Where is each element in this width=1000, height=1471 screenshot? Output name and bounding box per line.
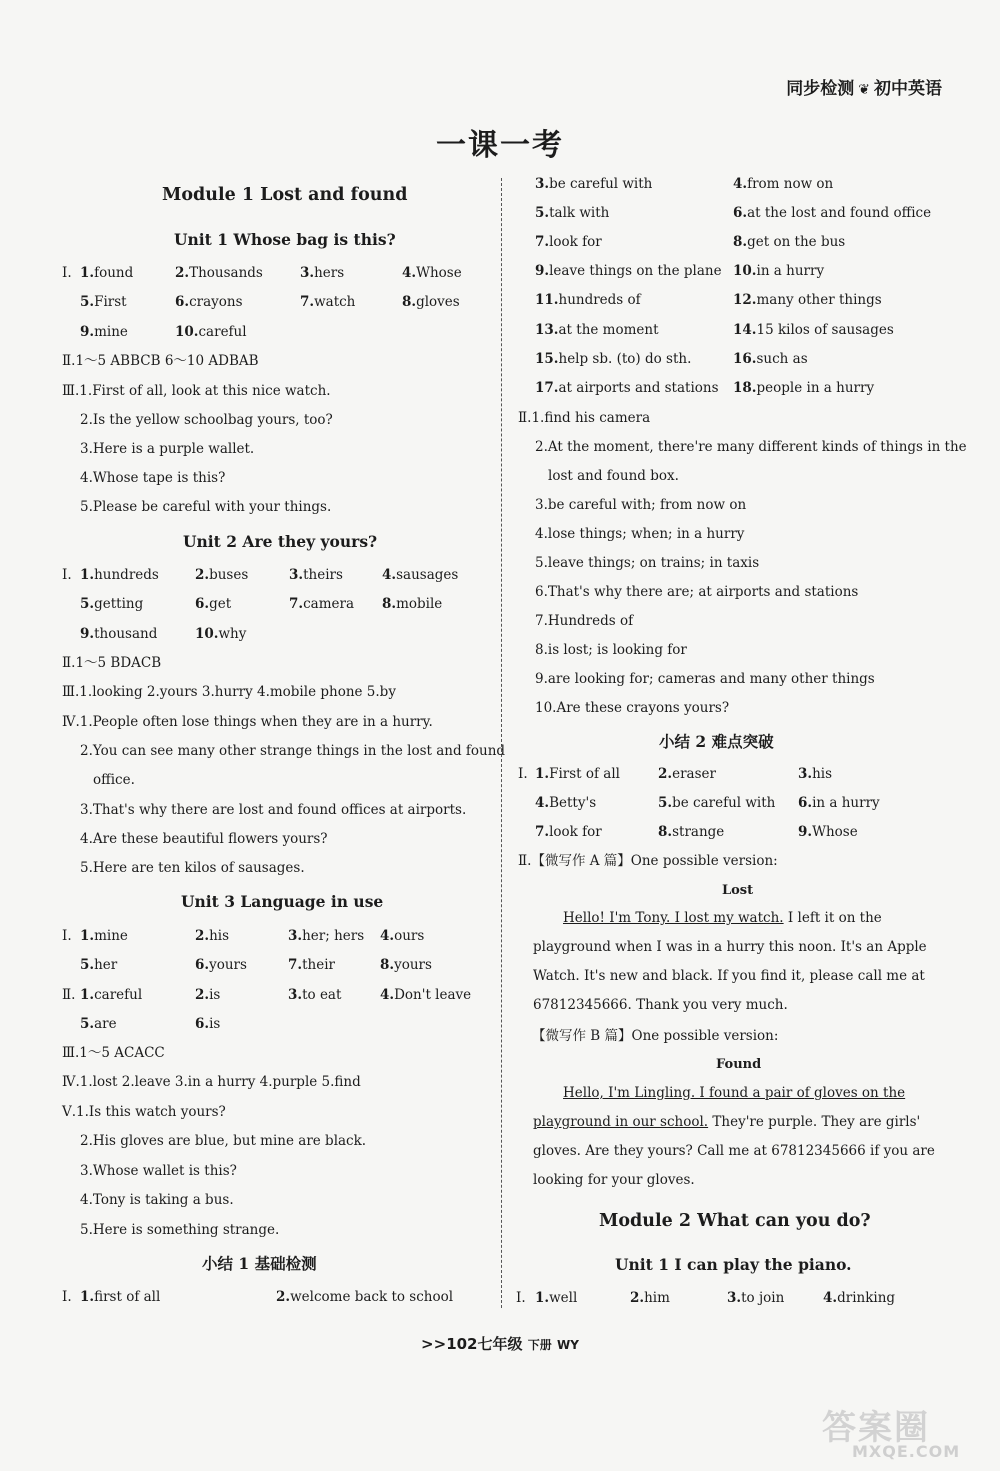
item-number: 2. xyxy=(630,1290,645,1306)
item-answer: 15 kilos of sausages xyxy=(756,322,894,338)
item-number: 8. xyxy=(380,957,395,973)
watermark-logo xyxy=(812,1398,992,1466)
item-answer: why xyxy=(218,626,247,642)
grade: 七年级 xyxy=(477,1335,523,1353)
answer-item xyxy=(80,323,128,341)
item-number: 3. xyxy=(288,928,303,944)
item-number: 2. xyxy=(658,766,673,782)
item-answer: thousand xyxy=(94,626,158,642)
item-number: 10. xyxy=(175,324,199,340)
item-answer: theirs xyxy=(303,567,343,583)
phrase-item xyxy=(733,291,882,309)
writing-b-underlined: Hello, I'm Lingling. I found a pair of gloves on the playground in our school. xyxy=(533,1085,906,1130)
item-number: 1. xyxy=(80,1289,95,1305)
u1-s3-line4: 5.Please be careful with your things. xyxy=(80,499,332,515)
item-answer: leave things on the plane xyxy=(549,263,722,279)
item-answer: her; hers xyxy=(302,928,365,944)
item-answer: look for xyxy=(549,824,602,840)
writing-a-label: Ⅱ.【微写作 A 篇】One possible version: xyxy=(518,853,778,869)
answer-item xyxy=(658,794,775,812)
item-number: 4. xyxy=(382,567,397,583)
phrase-item xyxy=(535,204,609,222)
item-answer: his xyxy=(812,766,833,782)
item-number: 12. xyxy=(733,292,757,308)
watermark-url: MXQE.COM xyxy=(852,1442,961,1461)
r-s2-line10: 10.Are these crayons yours? xyxy=(535,700,730,716)
item-number: 5. xyxy=(80,1016,95,1032)
answer-item xyxy=(195,595,231,613)
answer-item xyxy=(80,1015,117,1033)
item-answer: Thousands xyxy=(189,265,263,281)
r-s2-line9: 9.are looking for; cameras and many other things xyxy=(535,671,875,687)
item-answer: found xyxy=(94,265,134,281)
item-answer: such as xyxy=(756,351,808,367)
item-answer: Don't leave xyxy=(394,987,472,1003)
item-number: 6. xyxy=(195,957,210,973)
item-number: 6. xyxy=(175,294,190,310)
answer-item xyxy=(727,1289,784,1307)
item-answer: him xyxy=(644,1290,670,1306)
answer-item xyxy=(535,794,596,812)
r-s2-line3: 3.be careful with; from now on xyxy=(535,497,747,513)
item-answer: yours xyxy=(209,957,247,973)
u1-s3-line3: 4.Whose tape is this? xyxy=(80,470,226,486)
page-title: 一课一考 xyxy=(436,128,564,163)
item-number: 2. xyxy=(175,265,190,281)
item-number: 9. xyxy=(535,263,550,279)
phrase-item xyxy=(733,379,874,397)
answer-item xyxy=(535,765,620,783)
item-number: 2. xyxy=(276,1289,291,1305)
item-answer: getting xyxy=(94,596,144,612)
item-number: 8. xyxy=(733,234,748,250)
item-answer: First of all xyxy=(549,766,620,782)
phrase-item xyxy=(733,175,833,193)
volume: 下册 xyxy=(527,1338,552,1352)
page-header xyxy=(786,74,942,99)
item-answer: their xyxy=(302,957,335,973)
answer-item xyxy=(630,1289,670,1307)
s1-s1-label: Ⅰ. xyxy=(62,1289,72,1305)
item-number: 8. xyxy=(658,824,673,840)
answer-item xyxy=(80,566,159,584)
phrase-item xyxy=(733,204,931,222)
item-answer: Whose xyxy=(416,265,462,281)
phrase-item xyxy=(733,350,808,368)
item-answer: hundreds of xyxy=(558,292,641,308)
answer-item xyxy=(175,293,243,311)
answer-item xyxy=(80,927,128,945)
phrase-item xyxy=(535,350,691,368)
item-answer: buses xyxy=(209,567,249,583)
phrase-item xyxy=(535,175,652,193)
item-answer: mobile xyxy=(396,596,443,612)
unit1-heading: Unit 1 Whose bag is this? xyxy=(174,230,396,249)
r-s2-line5: 5.leave things; on trains; in taxis xyxy=(535,555,760,571)
item-number: 18. xyxy=(733,380,757,396)
item-answer: strange xyxy=(672,824,725,840)
item-number: 13. xyxy=(535,322,559,338)
answer-item xyxy=(175,323,247,341)
answer-item xyxy=(175,264,263,282)
item-number: 3. xyxy=(798,766,813,782)
answer-item xyxy=(380,927,424,945)
u2-s4-line5: 5.Here are ten kilos of sausages. xyxy=(80,860,305,876)
item-answer: mine xyxy=(94,928,128,944)
item-number: 6. xyxy=(195,1016,210,1032)
phrase-item xyxy=(535,321,659,339)
answer-item xyxy=(195,927,229,945)
answer-item xyxy=(80,293,127,311)
answer-item xyxy=(80,986,142,1004)
r-s2-line0: Ⅱ.1.find his camera xyxy=(518,410,651,426)
item-answer: mine xyxy=(94,324,128,340)
answer-item xyxy=(276,1288,453,1306)
item-answer: get on the bus xyxy=(747,234,846,250)
writing-b-rest: They're purple. They are girls' gloves. Are they yours? Call me at 67812345666 if you are looking for your gloves. xyxy=(533,1114,935,1188)
item-number: 6. xyxy=(798,795,813,811)
item-number: 1. xyxy=(535,766,550,782)
item-number: 2. xyxy=(195,928,210,944)
unit3-heading: Unit 3 Language in use xyxy=(181,892,384,911)
answer-item xyxy=(289,595,354,613)
r-s2-line7: 7.Hundreds of xyxy=(535,613,634,629)
item-answer: help sb. (to) do sth. xyxy=(558,351,692,367)
item-number: 8. xyxy=(382,596,397,612)
leaf-icon: ❦ xyxy=(858,82,870,98)
r-s2-line2: lost and found box. xyxy=(548,468,679,484)
item-answer: are xyxy=(94,1016,117,1032)
answer-item xyxy=(288,986,341,1004)
item-answer: crayons xyxy=(189,294,243,310)
u2-s1-label: Ⅰ. xyxy=(62,567,72,583)
writing-a-title: Lost xyxy=(722,883,754,898)
answer-item xyxy=(80,595,143,613)
answer-item xyxy=(380,986,471,1004)
series-name: 同步检测 xyxy=(786,79,855,99)
answer-item xyxy=(195,956,247,974)
u1-s3-line2: 3.Here is a purple wallet. xyxy=(80,441,255,457)
item-answer: watch xyxy=(314,294,356,310)
r-s2-line8: 8.is lost; is looking for xyxy=(535,642,687,658)
item-answer: welcome back to school xyxy=(290,1289,454,1305)
item-number: 3. xyxy=(288,987,303,1003)
answer-item xyxy=(798,765,832,783)
item-number: 11. xyxy=(535,292,559,308)
module1-heading: Module 1 Lost and found xyxy=(162,185,408,205)
item-answer: Whose xyxy=(812,824,858,840)
u1-section2: Ⅱ.1～5 ABBCB 6～10 ADBAB xyxy=(62,353,259,369)
item-number: 4. xyxy=(733,176,748,192)
item-answer: get xyxy=(209,596,232,612)
item-number: 4. xyxy=(380,987,395,1003)
answer-item xyxy=(535,1289,577,1307)
answer-item xyxy=(195,986,220,1004)
item-answer: sausages xyxy=(396,567,459,583)
answer-item xyxy=(798,794,880,812)
writing-a-rest: I left it on the playground when I was in a hurry this noon. It's an Apple Watch. It's new and black. If you find it, please call me at 67812345666. Thank you very much. xyxy=(533,910,927,1013)
u2-s4-line4: 4.Are these beautiful flowers yours? xyxy=(80,831,328,847)
item-number: 5. xyxy=(658,795,673,811)
answer-item xyxy=(300,293,355,311)
item-answer: well xyxy=(549,1290,578,1306)
u3-s5-line1: 2.His gloves are blue, but mine are black. xyxy=(80,1133,367,1149)
answer-item xyxy=(402,264,462,282)
item-answer: Betty's xyxy=(549,795,597,811)
answer-item xyxy=(80,956,117,974)
s2-s1-label: Ⅰ. xyxy=(518,766,528,782)
watermark-text: 答案圈 xyxy=(822,1408,930,1448)
item-number: 3. xyxy=(535,176,550,192)
u2-section2: Ⅱ.1～5 BDACB xyxy=(62,655,162,671)
item-number: 17. xyxy=(535,380,559,396)
item-answer: first of all xyxy=(94,1289,161,1305)
u3-s5-line2: 3.Whose wallet is this? xyxy=(80,1163,237,1179)
u2-s4-line1: 2.You can see many other strange things in the lost and found xyxy=(80,743,506,759)
writing-b-title: Found xyxy=(716,1057,762,1072)
item-answer: yours xyxy=(394,957,432,973)
page-footer xyxy=(0,1333,1000,1354)
u2-s4-line3: 3.That's why there are lost and found offices at airports. xyxy=(80,802,467,818)
answer-item xyxy=(402,293,460,311)
item-number: 10. xyxy=(733,263,757,279)
item-answer: camera xyxy=(303,596,354,612)
u3-section3: Ⅲ.1～5 ACACC xyxy=(62,1045,165,1061)
answer-item xyxy=(300,264,344,282)
answer-item xyxy=(195,1015,220,1033)
item-answer: at the moment xyxy=(558,322,659,338)
phrase-item xyxy=(733,233,845,251)
item-answer: hundreds xyxy=(94,567,159,583)
item-number: 6. xyxy=(195,596,210,612)
item-answer: many other things xyxy=(756,292,882,308)
item-number: 5. xyxy=(80,294,95,310)
u1-s1-label: Ⅰ. xyxy=(62,265,72,281)
u3-s1-label: Ⅰ. xyxy=(62,928,72,944)
answer-item xyxy=(195,566,248,584)
item-number: 5. xyxy=(80,957,95,973)
item-number: 1. xyxy=(80,928,95,944)
u1-s3-line1: 2.Is the yellow schoolbag yours, too? xyxy=(80,412,333,428)
item-number: 3. xyxy=(289,567,304,583)
item-number: 7. xyxy=(535,234,550,250)
u1-s3-line0: Ⅲ.1.First of all, look at this nice watch. xyxy=(62,383,331,399)
m2-unit1-heading: Unit 1 I can play the piano. xyxy=(615,1255,852,1274)
item-answer: hers xyxy=(314,265,345,281)
item-answer: people in a hurry xyxy=(756,380,875,396)
item-number: 4. xyxy=(823,1290,838,1306)
answer-item xyxy=(288,956,335,974)
phrase-item xyxy=(733,262,824,280)
u3-s5-line4: 5.Here is something strange. xyxy=(80,1222,280,1238)
phrase-item xyxy=(733,321,894,339)
page-number: 102 xyxy=(446,1335,478,1353)
item-answer: is xyxy=(209,987,221,1003)
item-number: 9. xyxy=(80,324,95,340)
answer-item xyxy=(80,1288,160,1306)
item-number: 10. xyxy=(195,626,219,642)
phrase-item xyxy=(535,379,719,397)
phrase-item xyxy=(535,262,722,280)
writing-a-text xyxy=(533,904,937,1020)
item-answer: from now on xyxy=(747,176,834,192)
item-answer: in a hurry xyxy=(756,263,825,279)
item-answer: in a hurry xyxy=(812,795,880,811)
item-number: 16. xyxy=(733,351,757,367)
item-number: 3. xyxy=(300,265,315,281)
item-number: 7. xyxy=(300,294,315,310)
module2-heading: Module 2 What can you do? xyxy=(599,1211,871,1231)
answer-item xyxy=(380,956,432,974)
u3-section4: Ⅳ.1.lost 2.leave 3.in a hurry 4.purple 5.find xyxy=(62,1074,361,1090)
summary2-heading: 小结 2 难点突破 xyxy=(659,732,774,751)
item-answer: be careful with xyxy=(549,176,653,192)
item-answer: at airports and stations xyxy=(558,380,719,396)
item-answer: her xyxy=(94,957,118,973)
u3-s2-label: Ⅱ. xyxy=(62,987,76,1003)
item-number: 1. xyxy=(535,1290,550,1306)
r-s2-line6: 6.That's why there are; at airports and stations xyxy=(535,584,859,600)
item-answer: be careful with xyxy=(672,795,776,811)
item-answer: First xyxy=(94,294,127,310)
item-answer: drinking xyxy=(837,1290,896,1306)
answer-item xyxy=(382,566,458,584)
item-number: 2. xyxy=(195,987,210,1003)
item-number: 7. xyxy=(288,957,303,973)
item-answer: talk with xyxy=(549,205,610,221)
item-number: 5. xyxy=(535,205,550,221)
item-answer: ours xyxy=(394,928,425,944)
u2-s4-line2: office. xyxy=(93,772,135,788)
phrase-item xyxy=(535,291,641,309)
m2u1-s1-label: Ⅰ. xyxy=(516,1290,526,1306)
answer-item xyxy=(658,765,716,783)
r-s2-line1: 2.At the moment, there're many different kinds of things in the xyxy=(535,439,967,455)
item-answer: careful xyxy=(94,987,143,1003)
item-answer: is xyxy=(209,1016,221,1032)
item-answer: careful xyxy=(198,324,247,340)
answer-item xyxy=(80,264,133,282)
item-number: 7. xyxy=(535,824,550,840)
item-number: 8. xyxy=(402,294,417,310)
footer-arrows: >> xyxy=(421,1335,447,1353)
item-number: 7. xyxy=(289,596,304,612)
item-number: 5. xyxy=(80,596,95,612)
item-number: 6. xyxy=(733,205,748,221)
item-number: 1. xyxy=(80,265,95,281)
item-answer: look for xyxy=(549,234,602,250)
r-s2-line4: 4.lose things; when; in a hurry xyxy=(535,526,745,542)
answer-item xyxy=(823,1289,895,1307)
item-number: 9. xyxy=(798,824,813,840)
item-number: 14. xyxy=(733,322,757,338)
writing-a-underlined: Hello! I'm Tony. I lost my watch. xyxy=(563,910,784,926)
u3-s5-line0: Ⅴ.1.Is this watch yours? xyxy=(62,1104,226,1120)
item-answer: his xyxy=(209,928,230,944)
item-answer: gloves xyxy=(416,294,460,310)
writing-b-label: 【微写作 B 篇】One possible version: xyxy=(532,1028,779,1044)
item-answer: to join xyxy=(741,1290,785,1306)
item-number: 2. xyxy=(195,567,210,583)
answer-item xyxy=(382,595,442,613)
u2-section3: Ⅲ.1.looking 2.yours 3.hurry 4.mobile phone 5.by xyxy=(62,684,396,700)
unit2-heading: Unit 2 Are they yours? xyxy=(183,532,378,551)
item-number: 4. xyxy=(380,928,395,944)
u2-s4-line0: Ⅳ.1.People often lose things when they are in a hurry. xyxy=(62,714,433,730)
item-number: 3. xyxy=(727,1290,742,1306)
answer-item xyxy=(798,823,858,841)
answer-item xyxy=(80,625,157,643)
item-number: 1. xyxy=(80,987,95,1003)
answer-item xyxy=(658,823,724,841)
answer-item xyxy=(535,823,602,841)
edition: WY xyxy=(557,1338,579,1352)
item-answer: eraser xyxy=(672,766,716,782)
answer-item xyxy=(288,927,364,945)
item-number: 9. xyxy=(80,626,95,642)
answer-item xyxy=(289,566,343,584)
item-number: 1. xyxy=(80,567,95,583)
summary1-heading: 小结 1 基础检测 xyxy=(202,1254,317,1273)
subject-name: 初中英语 xyxy=(874,79,942,99)
u3-s5-line3: 4.Tony is taking a bus. xyxy=(80,1192,234,1208)
writing-b-text xyxy=(533,1079,937,1195)
item-answer: to eat xyxy=(302,987,342,1003)
phrase-item xyxy=(535,233,602,251)
item-number: 4. xyxy=(402,265,417,281)
item-answer: at the lost and found office xyxy=(747,205,932,221)
item-number: 15. xyxy=(535,351,559,367)
answer-item xyxy=(195,625,246,643)
item-number: 4. xyxy=(535,795,550,811)
